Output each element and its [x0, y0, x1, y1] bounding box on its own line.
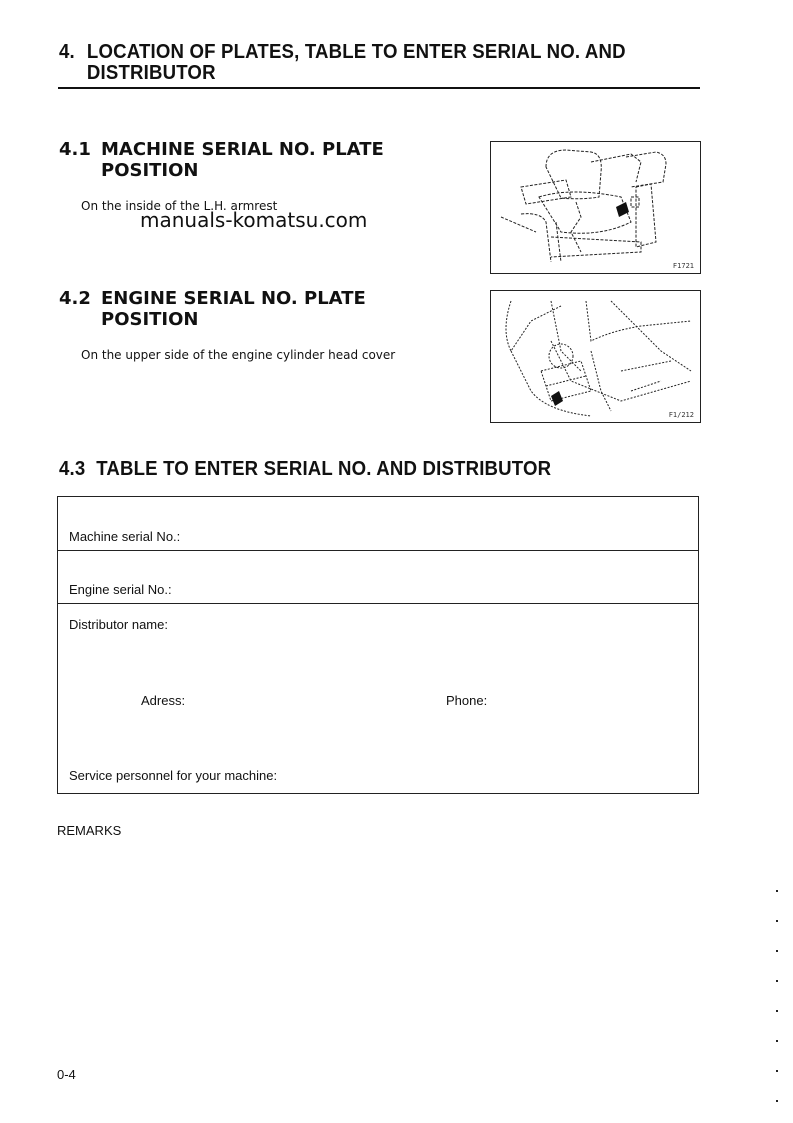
page-number: 0-4 [57, 1067, 76, 1082]
engine-head-illustration [491, 291, 700, 422]
machine-serial-label: Machine serial No.: [69, 529, 181, 544]
title-rule [58, 87, 700, 89]
engine-serial-row[interactable] [58, 551, 698, 603]
section-4-3-title [59, 458, 551, 481]
scan-artifacts [776, 890, 778, 1120]
section-4-2-title [59, 288, 366, 330]
section-title: TABLE TO ENTER SERIAL NO. AND DISTRIBUTOR [96, 458, 552, 480]
section-number: 4.1 [59, 139, 91, 160]
section-title-line2: POSITION [101, 160, 199, 181]
figure-label: F1721 [672, 262, 694, 270]
phone-label: Phone: [446, 693, 488, 708]
section-4-1-description: On the inside of the L.H. armrest [81, 199, 278, 213]
service-personnel-label: Service personnel for your machine: [69, 768, 278, 783]
section-number: 4.2 [59, 288, 91, 309]
section-title-line1: MACHINE SERIAL NO. PLATE [101, 139, 384, 160]
chapter-title [59, 42, 664, 84]
distributor-name-label: Distributor name: [69, 617, 168, 632]
section-number: 4.3 [59, 458, 86, 480]
chapter-title-line1: LOCATION OF PLATES, TABLE TO ENTER SERIAL NO. AND [86, 41, 626, 63]
remarks-label: REMARKS [57, 823, 122, 838]
section-4-2-description: On the upper side of the engine cylinder head cover [81, 348, 396, 362]
machine-plate-figure [490, 141, 701, 274]
chapter-number: 4. [59, 41, 75, 63]
engine-serial-label: Engine serial No.: [69, 582, 172, 597]
section-4-1-title [59, 139, 384, 181]
address-label: Adress: [141, 693, 186, 708]
chapter-title-line2: DISTRIBUTOR [86, 62, 216, 84]
seat-armrest-illustration [491, 142, 700, 273]
engine-plate-figure [490, 290, 701, 423]
serial-distributor-form [57, 496, 699, 794]
machine-serial-row[interactable] [58, 497, 698, 550]
figure-label: F1/212 [668, 411, 694, 419]
section-title-line2: POSITION [101, 309, 199, 330]
section-title-line1: ENGINE SERIAL NO. PLATE [101, 288, 366, 309]
watermark: manuals-komatsu.com [140, 208, 368, 232]
distributor-block[interactable] [58, 604, 698, 794]
